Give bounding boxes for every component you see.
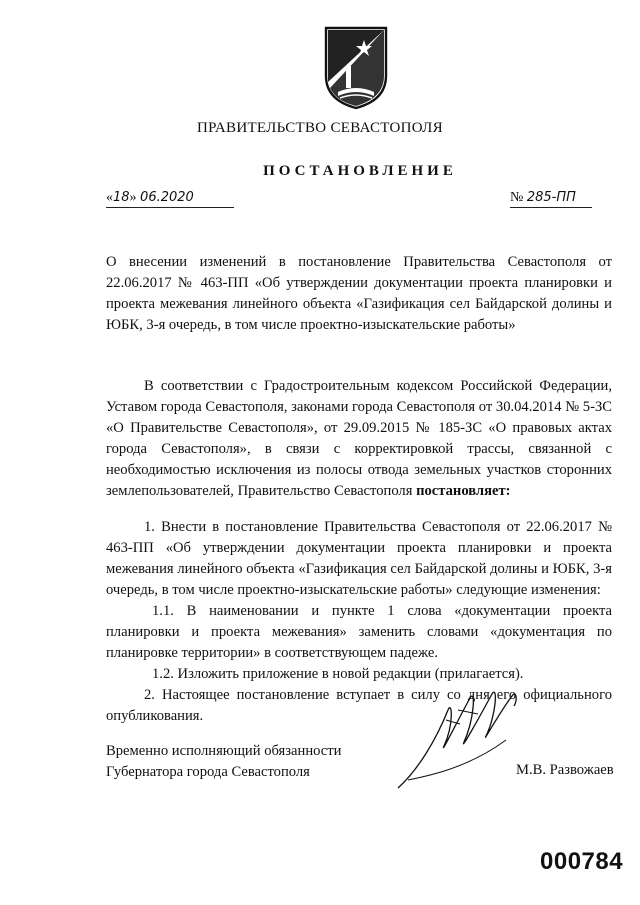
date-day: 18 (113, 190, 130, 205)
document-type-title: ПОСТАНОВЛЕНИЕ (263, 163, 457, 179)
handwritten-signature (388, 680, 538, 800)
serial-number: 000784 (540, 848, 624, 875)
item-1-1: 1.1. В наименовании и пункте 1 слова «документации проекта планировки и проекта межевания» заменить словами «документация по планировке территории» в соответствующем падеже. (106, 603, 612, 661)
resolves-word: постановляет: (416, 483, 511, 499)
signatory-position (106, 741, 341, 783)
document-subject (106, 252, 612, 336)
signatory-name: М.В. Развожаев (516, 762, 614, 778)
coat-of-arms-emblem (322, 22, 390, 110)
number-sign: № (510, 190, 524, 205)
position-line-1: Временно исполняющий обязанности (106, 743, 342, 759)
number-value: 285-ПП (526, 190, 576, 205)
preamble (106, 376, 612, 502)
government-title: ПРАВИТЕЛЬСТВО СЕВАСТОПОЛЯ (197, 120, 443, 136)
date-open-quote: « (106, 190, 113, 205)
document-number (510, 190, 592, 208)
document-date (106, 190, 234, 208)
subject-text: О внесении изменений в постановление Правительства Севастополя от 22.06.2017 № 463-ПП «Об утверждении документации проекта планировки и проекта межевания линейного объекта «Газификация сел Байдарской долины и ЮБК, 3-я очередь, в том числе проектно-изыскательские работы» (106, 254, 612, 333)
item-2: 2. Настоящее постановление вступает в силу со дня его официального опубликования. (106, 687, 612, 724)
date-close-quote: » (129, 190, 137, 205)
item-1: 1. Внести в постановление Правительства Севастополя от 22.06.2017 № 463-ПП «Об утверждении документации проекта планировки и проекта межевания линейного объекта «Газификация сел Байдарской долины и ЮБК, 3-я очередь, в том числе проектно-изыскательские работы» следующие изменения: (106, 519, 612, 598)
date-month-year: 06.2020 (140, 190, 194, 205)
position-line-2: Губернатора города Севастополя (106, 764, 310, 780)
preamble-paragraph (106, 376, 612, 502)
item-1-2: 1.2. Изложить приложение в новой редакции (прилагается). (152, 666, 524, 682)
preamble-text: В соответствии с Градостроительным кодексом Российской Федерации, Уставом города Севастополя, законами города Севастополя от 30.04.2014 № 5-ЗС «О Правительстве Севастополя», от 29.09.2015 № 185-ЗС «О правовых актах города Севастополя», в связи с корректировкой трассы, связанной с необходимостью исключения из полосы отвода земельных участков сторонних землепользователей, Правительство Севастополя (106, 378, 612, 499)
